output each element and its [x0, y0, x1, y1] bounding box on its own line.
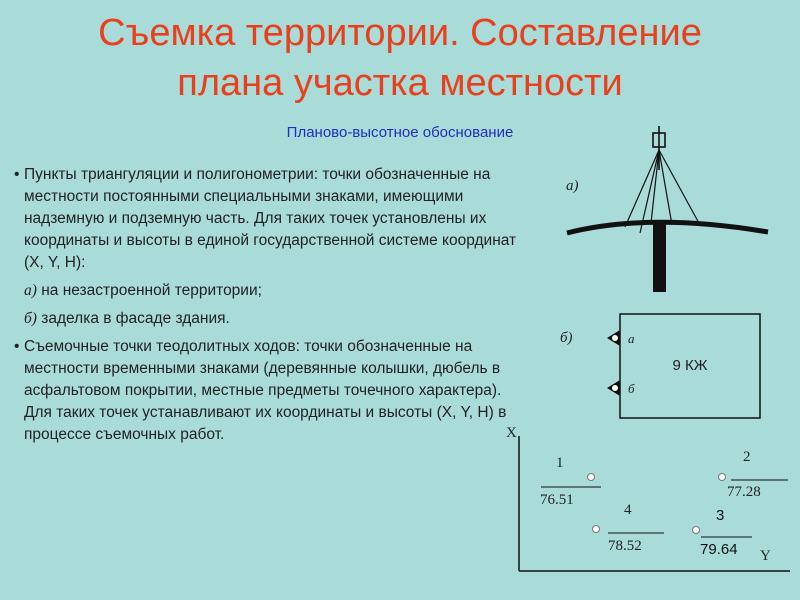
bullet-dot: • [14, 166, 20, 183]
bullet-triangulation-text: Пункты триангуляции и полигонометрии: точки обозначенные на местности постоянными специальными знаками, имеющими надземную и подземную часть. Для таких точек установлены их координаты и высоты в единой государственной системе координат (X, Y, H): [24, 166, 517, 271]
ground-surface [567, 222, 768, 233]
survey-point-3-elevation: 79.64 [700, 541, 738, 558]
survey-points-plot [506, 425, 790, 571]
figure-b-building-facade [560, 314, 760, 418]
signal-underground-pillar [653, 222, 666, 292]
survey-point-4-marker [593, 526, 600, 533]
item-b-text: заделка в фасаде здания. [36, 310, 230, 327]
wall-mark-b-hole [612, 385, 618, 391]
figure-a-triangulation-signal [566, 126, 768, 292]
survey-point-4 [593, 502, 665, 554]
survey-point-1-number: 1 [556, 455, 564, 471]
bullet-dot: • [14, 338, 20, 355]
wall-mark-a-label: а [628, 331, 635, 346]
wall-mark-b-label: б [628, 381, 635, 396]
y-axis-label: Y [760, 548, 771, 564]
title-line-1: Съемка территории. Составление [98, 12, 702, 54]
survey-point-2-marker [719, 474, 726, 481]
item-a-text: на незастроенной территории; [36, 282, 262, 299]
slide-subtitle: Планово-высотное обоснование [286, 124, 514, 141]
survey-point-2 [719, 449, 789, 500]
x-axis-label: X [506, 425, 517, 441]
survey-point-3-marker [693, 527, 700, 534]
item-b-letter: б) [24, 310, 37, 327]
figure-b-label: б) [560, 330, 573, 346]
title-line-2: плана участка местности [177, 62, 623, 104]
survey-point-4-number: 4 [624, 502, 632, 518]
item-a-letter: а) [24, 282, 37, 299]
survey-point-2-number: 2 [743, 449, 751, 465]
building-label: 9 КЖ [672, 357, 708, 374]
survey-point-3-number: 3 [716, 507, 725, 524]
survey-point-3 [693, 507, 753, 558]
survey-point-1-elevation: 76.51 [540, 492, 574, 508]
wall-mark-a-hole [612, 335, 618, 341]
survey-point-2-elevation: 77.28 [727, 484, 761, 500]
figure-a-label: а) [566, 178, 579, 194]
survey-point-1 [540, 455, 601, 508]
survey-point-4-elevation: 78.52 [608, 538, 642, 554]
survey-point-1-marker [588, 474, 595, 481]
bullet-survey-points-text: Съемочные точки теодолитных ходов: точки обозначенные на местности временными знаками (деревянные колышки, дюбель в асфальтовом покрытии, местные предметы точечного характера). Для таких точек устанавливают их координаты и высоты (X, Y, H) в процессе съемочных работ. [24, 338, 507, 443]
